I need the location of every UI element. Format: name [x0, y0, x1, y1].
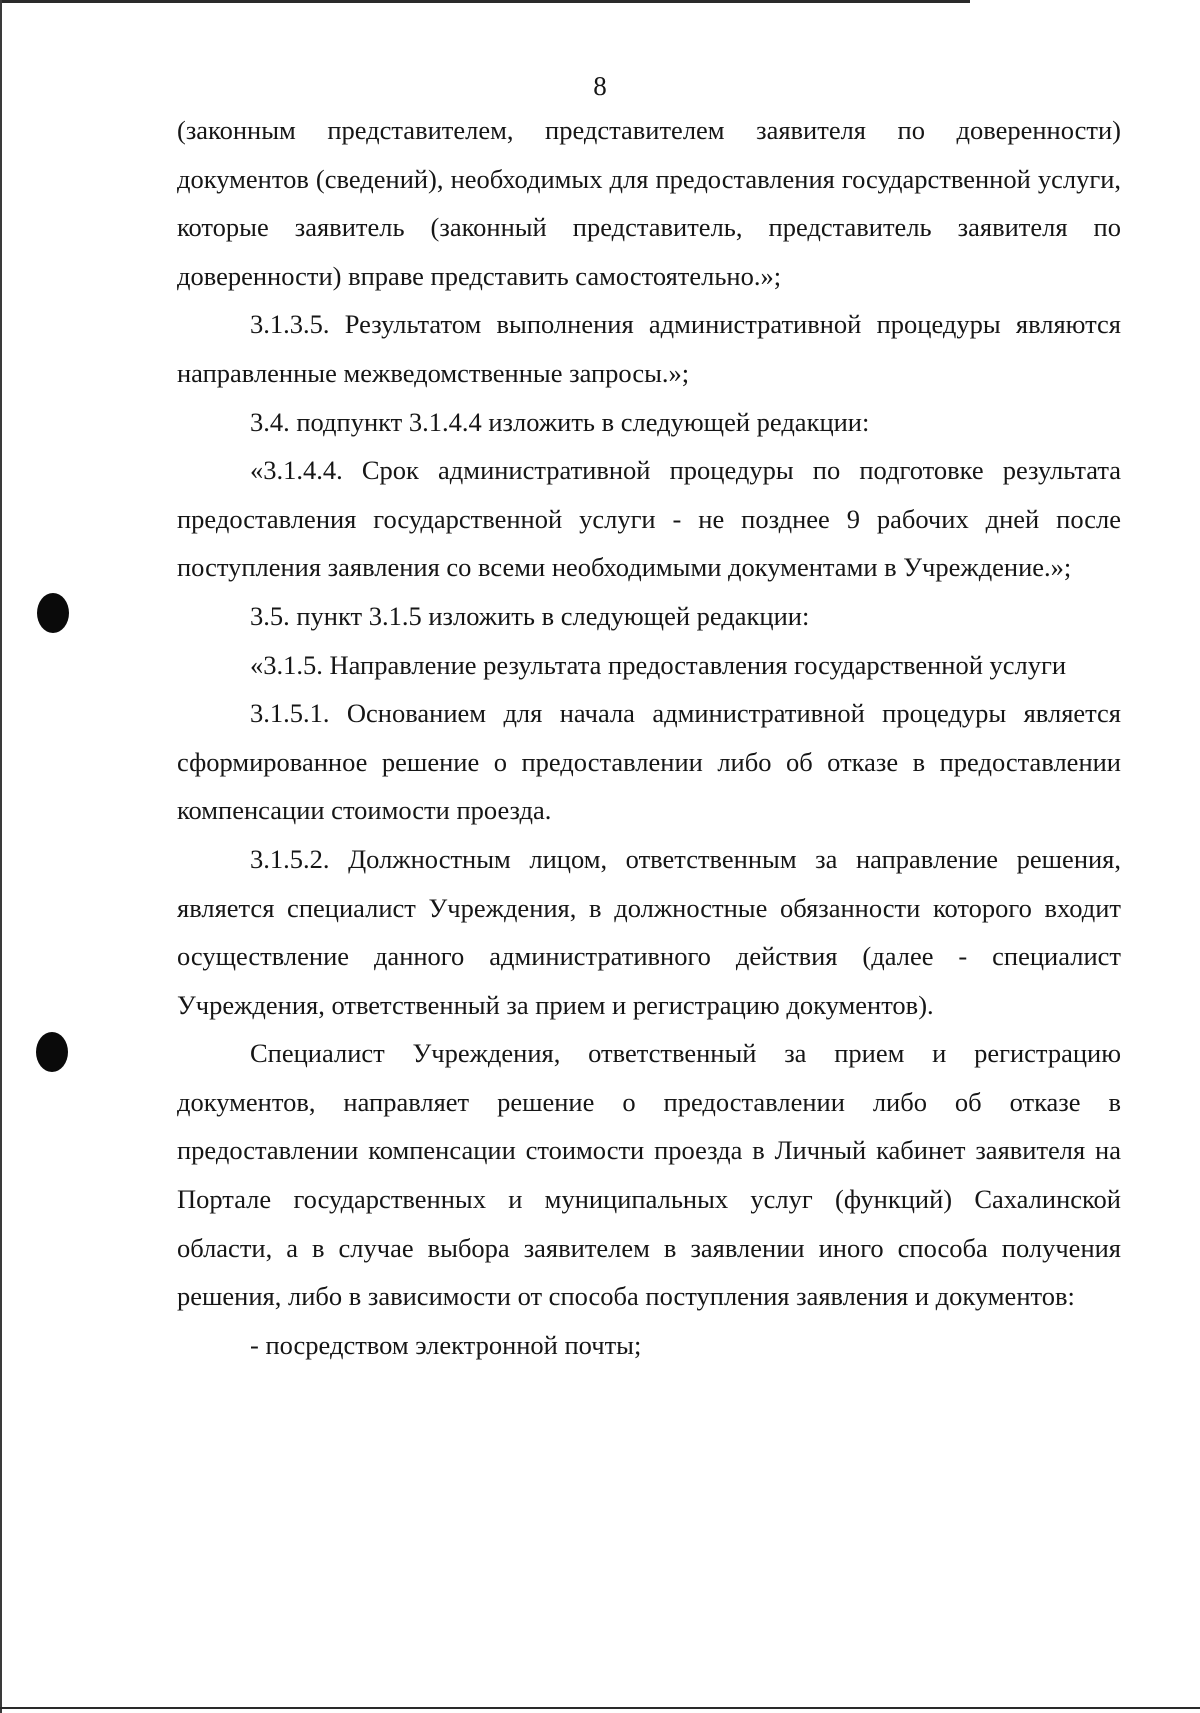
paragraph-continuation: (законным представителем, представителем заявителя по доверенности) документов (сведений), необходимых для предоставления государственной услуги, которые заявитель (законный представитель, представитель заявителя по доверенности) вправе представить самостоятельно.»; [177, 115, 1121, 291]
paragraph-3-1-3-5: 3.1.3.5. Результатом выполнения административной процедуры являются направленные межведомственные запросы.»; [177, 309, 1121, 388]
scan-left-border [0, 0, 2, 1713]
scan-top-border [0, 0, 970, 3]
document-body [177, 106, 1121, 1369]
punch-hole-mark [37, 593, 69, 633]
punch-hole-mark [36, 1032, 68, 1072]
list-item-email: - посредством электронной почты; [250, 1329, 642, 1360]
paragraph-3-1-5-1: 3.1.5.1. Основанием для начала административной процедуры является сформированное решение о предоставлении либо об отказе в предоставлении компенсации стоимости проезда. [177, 698, 1121, 826]
paragraph-3-5: 3.5. пункт 3.1.5 изложить в следующей редакции: [250, 600, 810, 631]
paragraph-specialist-actions: Специалист Учреждения, ответственный за прием и регистрацию документов, направляет решение о предоставлении либо об отказе в предоставлении компенсации стоимости проезда в Личный кабинет заявителя на Портале государственных и муниципальных услуг (функций) Сахалинской области, а в случае выбора заявителем в заявлении иного способа получения решения, либо в зависимости от способа поступления заявления и документов: [177, 1038, 1121, 1312]
paragraph-3-1-4-4: «3.1.4.4. Срок административной процедуры по подготовке результата предоставления государственной услуги - не позднее 9 рабочих дней после поступления заявления со всеми необходимыми документами в Учреждение.»; [177, 455, 1121, 583]
paragraph-3-1-5-heading: «3.1.5. Направление результата предоставления государственной услуги [250, 649, 1067, 680]
scan-bottom-border [0, 1707, 1200, 1709]
paragraph-3-4: 3.4. подпункт 3.1.4.4 изложить в следующей редакции: [250, 406, 870, 437]
page-number: 8 [593, 71, 607, 101]
paragraph-3-1-5-2: 3.1.5.2. Должностным лицом, ответственным за направление решения, является специалист Учреждения, в должностные обязанности которого входит осуществление данного административного действия (далее - специалист Учреждения, ответственный за прием и регистрацию документов). [177, 843, 1121, 1020]
